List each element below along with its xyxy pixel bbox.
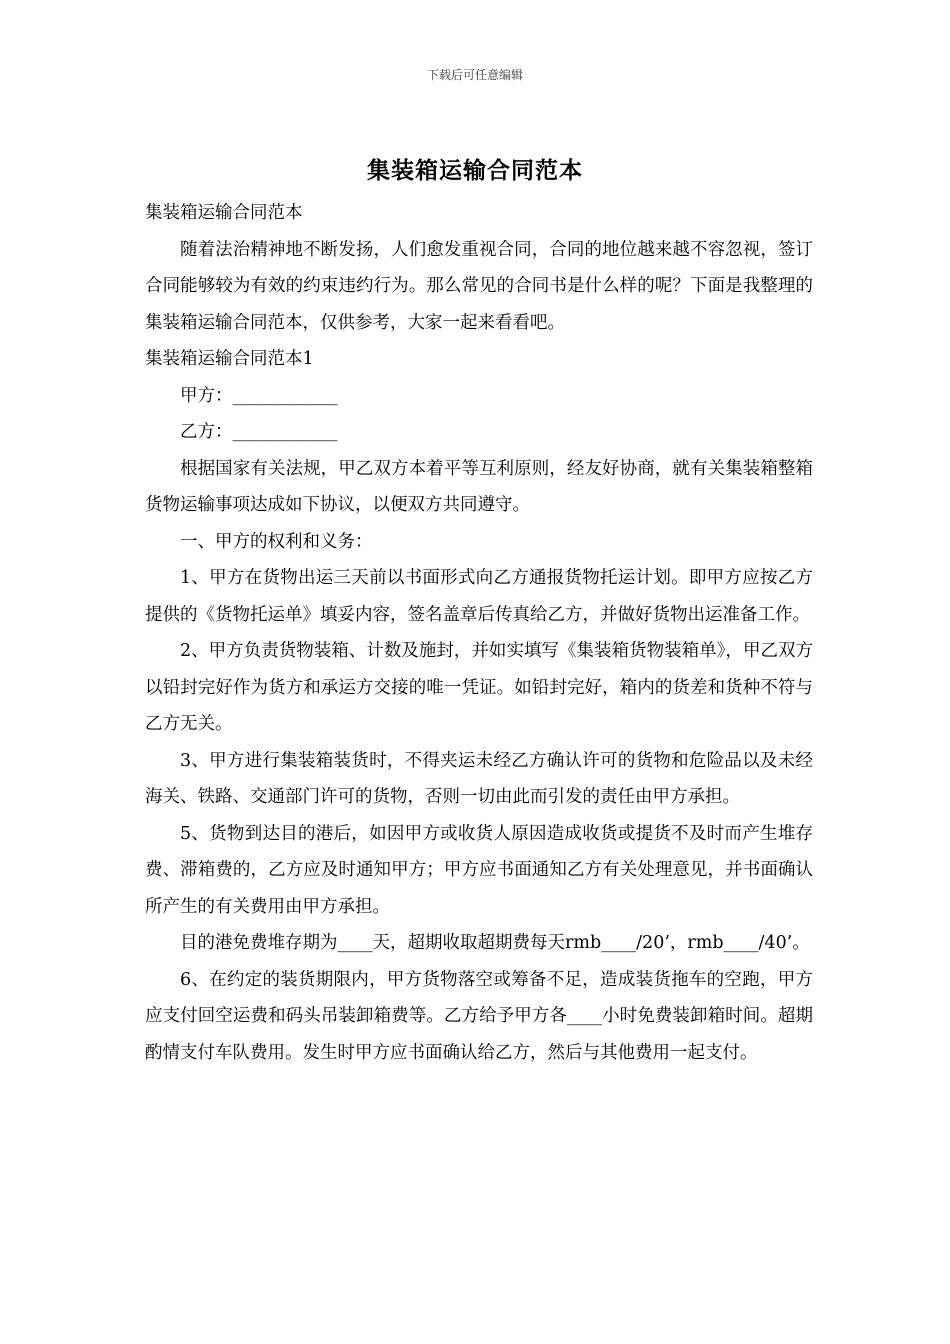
clause-paragraph: 5、货物到达目的港后，如因甲方或收货人原因造成收货或提货不及时而产生堆存费、滞箱费的，乙方应及时通知甲方；甲方应书面通知乙方有关处理意见，并书面确认所产生的有关费用由甲方承担。	[145, 823, 813, 917]
section-heading: 集装箱运输合同范本1	[145, 349, 314, 369]
document-title: 集装箱运输合同范本	[367, 158, 583, 184]
party-b-line: 乙方：____________	[180, 422, 338, 442]
clause-paragraph: 目的港免费堆存期为____天，超期收取超期费每天rmb____/20’，rmb____/40’。	[180, 933, 810, 953]
party-a-line: 甲方：____________	[180, 385, 338, 406]
clause-paragraph: 2、甲方负责货物装箱、计数及施封，并如实填写《集装箱货物装箱单》，甲乙双方以铅封完好作为货方和承运方交接的唯一凭证。如铅封完好，箱内的货差和货种不符与乙方无关。	[145, 641, 813, 734]
preamble-paragraph: 根据国家有关法规，甲乙双方本着平等互利原则，经友好协商，就有关集装箱整箱货物运输事项达成如下协议，以便双方共同遵守。	[145, 458, 813, 515]
clause-paragraph: 1、甲方在货物出运三天前以书面形式向乙方通报货物托运计划。即甲方应按乙方提供的《货物托运单》填妥内容，签名盖章后传真给乙方，并做好货物出运准备工作。	[145, 568, 813, 625]
clause-heading: 一、甲方的权利和义务：	[180, 531, 373, 552]
clause-paragraph: 6、在约定的装货期限内，甲方货物落空或筹备不足，造成装货拖车的空跑，甲方应支付回空运费和码头吊装卸箱费等。乙方给予甲方各____小时免费装卸箱时间。超期酌情支付车队费用。发生时甲方应书面确认给乙方，然后与其他费用一起支付。	[145, 969, 813, 1063]
page-header-note: 下载后可任意编辑	[426, 68, 523, 82]
subtitle-line: 集装箱运输合同范本	[145, 203, 303, 223]
clause-paragraph: 3、甲方进行集装箱装货时，不得夹运未经乙方确认许可的货物和危险品以及未经海关、铁路、交通部门许可的货物，否则一切由此而引发的责任由甲方承担。	[145, 750, 813, 807]
document-body	[145, 195, 813, 1071]
intro-paragraph: 随着法治精神地不断发扬，人们愈发重视合同，合同的地位越来越不容忽视，签订合同能够较为有效的约束违约行为。那么常见的合同书是什么样的呢？下面是我整理的集装箱运输合同范本，仅供参考，大家一起来看看吧。	[145, 239, 813, 333]
